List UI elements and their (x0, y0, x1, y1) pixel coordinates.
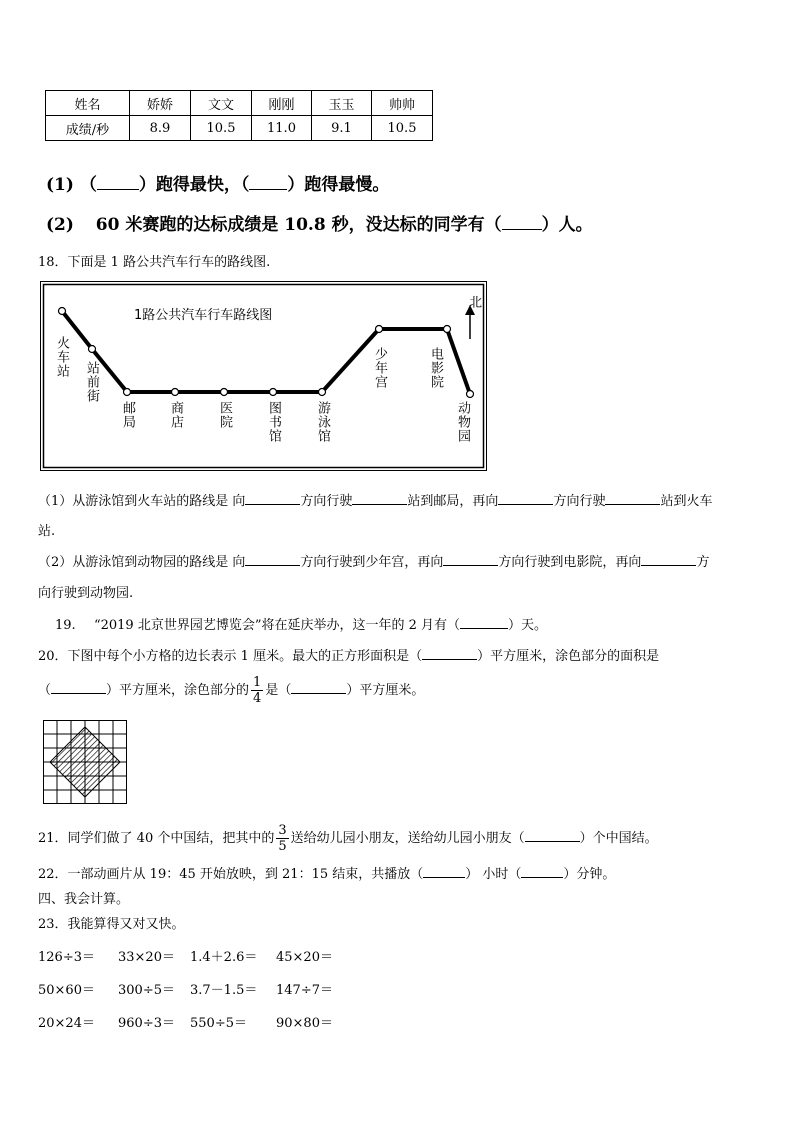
table-cell: 9.1 (312, 116, 372, 141)
calc-item: 126÷3＝ (38, 950, 95, 965)
stop-label: 邮局 (120, 401, 135, 429)
fraction: $\frac{3}{5}$ (278, 823, 287, 854)
table-cell: 文文 (191, 91, 252, 116)
q23-title: 23．我能算得又对又快。 (38, 917, 185, 932)
q22-text: ）分钟。 (563, 867, 616, 882)
q20-text: 20．下图中每个小方格的边长表示 1 厘米。最大的正方形面积是（ (38, 649, 423, 664)
stop-label: 商店 (168, 401, 183, 429)
q18-text: 方 (696, 555, 710, 570)
q17-part2: (2) 60 米赛跑的达标成绩是 10.8 秒，没达标的同学有（ ）人。 (46, 215, 593, 235)
q18-part2-line2: 向行驶到动物园. (38, 586, 134, 601)
stop-label: 图书馆 (266, 401, 281, 443)
table-cell: 帅帅 (372, 91, 433, 116)
q20-text: ）平方厘米，涂色部分的面积是 (477, 649, 660, 664)
q20-text: 是（ (265, 683, 292, 698)
answer-blank[interactable] (245, 504, 300, 505)
table-cell: 10.5 (372, 116, 433, 141)
calc-item: 1.4＋2.6＝ (190, 950, 258, 965)
q18-part1-line2: 站. (38, 524, 56, 539)
calc-item: 300÷5＝ (118, 983, 175, 998)
grid-figure (43, 720, 127, 804)
answer-blank[interactable] (97, 189, 139, 190)
question-number: 19. (55, 618, 76, 633)
q18-part2-line1 (38, 551, 709, 570)
q18-title: 18．下面是 1 路公共汽车行车的路线图. (38, 255, 271, 270)
q18-text: 站到邮局，再向 (407, 494, 499, 509)
answer-blank[interactable] (525, 841, 580, 842)
calc-item: 90×80＝ (276, 1016, 333, 1031)
table-cell: 刚刚 (252, 91, 312, 116)
answer-blank[interactable] (502, 229, 542, 230)
q20-text: ）平方厘米。 (346, 683, 425, 698)
table-cell: 成绩/秒 (46, 116, 130, 141)
table-cell: 10.5 (191, 116, 252, 141)
stop-label: 火车站 (54, 336, 69, 378)
q17-text: 60 米赛跑的达标成绩是 10.8 秒，没达标的同学有 (95, 215, 485, 235)
answer-blank[interactable] (605, 504, 660, 505)
answer-blank[interactable] (422, 659, 477, 660)
part-label: (1) (46, 175, 74, 195)
q21-text: 送给幼儿园小朋友，送给幼儿园小朋友（ (290, 831, 525, 846)
q20-text: （ (38, 683, 52, 698)
q21 (38, 824, 658, 853)
q18-text: 方向行驶 (300, 494, 353, 509)
score-table (45, 90, 433, 141)
q18-text: 方向行驶到少年宫，再向 (300, 555, 444, 570)
calc-row (38, 946, 356, 965)
answer-blank[interactable] (249, 189, 287, 190)
calc-item: 45×20＝ (276, 950, 333, 965)
table-cell: 8.9 (130, 116, 191, 141)
q19-text: “2019 北京世界园艺博览会”将在延庆举办，这一年的 2 月有（ (93, 618, 461, 633)
calc-row (38, 979, 356, 998)
table-row (46, 91, 433, 116)
q20-text: ）平方厘米，涂色部分的 (106, 683, 250, 698)
stop-label: 电影院 (428, 347, 443, 389)
table-cell: 娇娇 (130, 91, 191, 116)
q18-part1-line1 (38, 490, 712, 509)
q20-line2 (38, 676, 424, 705)
table-cell: 姓名 (46, 91, 130, 116)
calc-item: 3.7－1.5＝ (190, 983, 258, 998)
calc-item: 960÷3＝ (118, 1016, 175, 1031)
q22-text: 22．一部动画片从 19：45 开始放映，到 21：15 结束，共播放（ (38, 867, 424, 882)
stop-label: 医院 (217, 401, 232, 429)
q20-line1 (38, 645, 659, 664)
answer-blank[interactable] (352, 504, 407, 505)
stop-label: 站前街 (84, 361, 99, 403)
answer-blank[interactable] (51, 693, 106, 694)
calc-row (38, 1012, 356, 1031)
answer-blank[interactable] (498, 504, 553, 505)
q21-text: ）个中国结。 (579, 831, 658, 846)
q17-part1: (1) （ ）跑得最快，（ ）跑得最慢。 (46, 175, 390, 195)
q18-text: （2）从游泳馆到动物园的路线是 向 (38, 555, 246, 570)
calc-item: 33×20＝ (118, 950, 175, 965)
q21-text: 21．同学们做了 40 个中国结，把其中的 (38, 831, 275, 846)
answer-blank[interactable] (291, 693, 346, 694)
part-label: (2) (46, 215, 74, 235)
calc-item: 147÷7＝ (276, 983, 333, 998)
q19 (55, 614, 547, 633)
table-cell: 11.0 (252, 116, 312, 141)
answer-blank[interactable] (641, 565, 696, 566)
bus-route-map (40, 281, 487, 471)
q17-text: 跑得最慢。 (304, 175, 390, 195)
table-row (46, 116, 433, 141)
q18-text: 方向行驶 (553, 494, 606, 509)
stop-label: 少年宫 (372, 347, 387, 389)
answer-blank[interactable] (521, 877, 563, 878)
answer-blank[interactable] (460, 628, 508, 629)
answer-blank[interactable] (423, 877, 465, 878)
q18-text: 方向行驶到电影院，再向 (498, 555, 642, 570)
q18-text: （1）从游泳馆到火车站的路线是 向 (38, 494, 246, 509)
q17-text: 人。 (558, 215, 593, 235)
answer-blank[interactable] (245, 565, 300, 566)
calc-item: 20×24＝ (38, 1016, 95, 1031)
calc-item: 50×60＝ (38, 983, 95, 998)
fraction: $\frac{1}{4}$ (253, 675, 262, 706)
answer-blank[interactable] (443, 565, 498, 566)
q18-text: 站到火车 (660, 494, 713, 509)
map-title: 1路公共汽车行车路线图 (134, 308, 273, 323)
q17-text: 跑得最快， (155, 175, 241, 195)
q22-text: ） 小时（ (465, 867, 522, 882)
section-heading: 四、我会计算。 (38, 892, 130, 907)
q22 (38, 863, 615, 882)
north-label: 北 (466, 295, 481, 308)
table-cell: 玉玉 (312, 91, 372, 116)
calc-item: 550÷5＝ (190, 1016, 247, 1031)
stop-label: 游泳馆 (315, 401, 330, 443)
stop-label: 动物园 (455, 401, 470, 443)
q19-text: ）天。 (508, 618, 548, 633)
